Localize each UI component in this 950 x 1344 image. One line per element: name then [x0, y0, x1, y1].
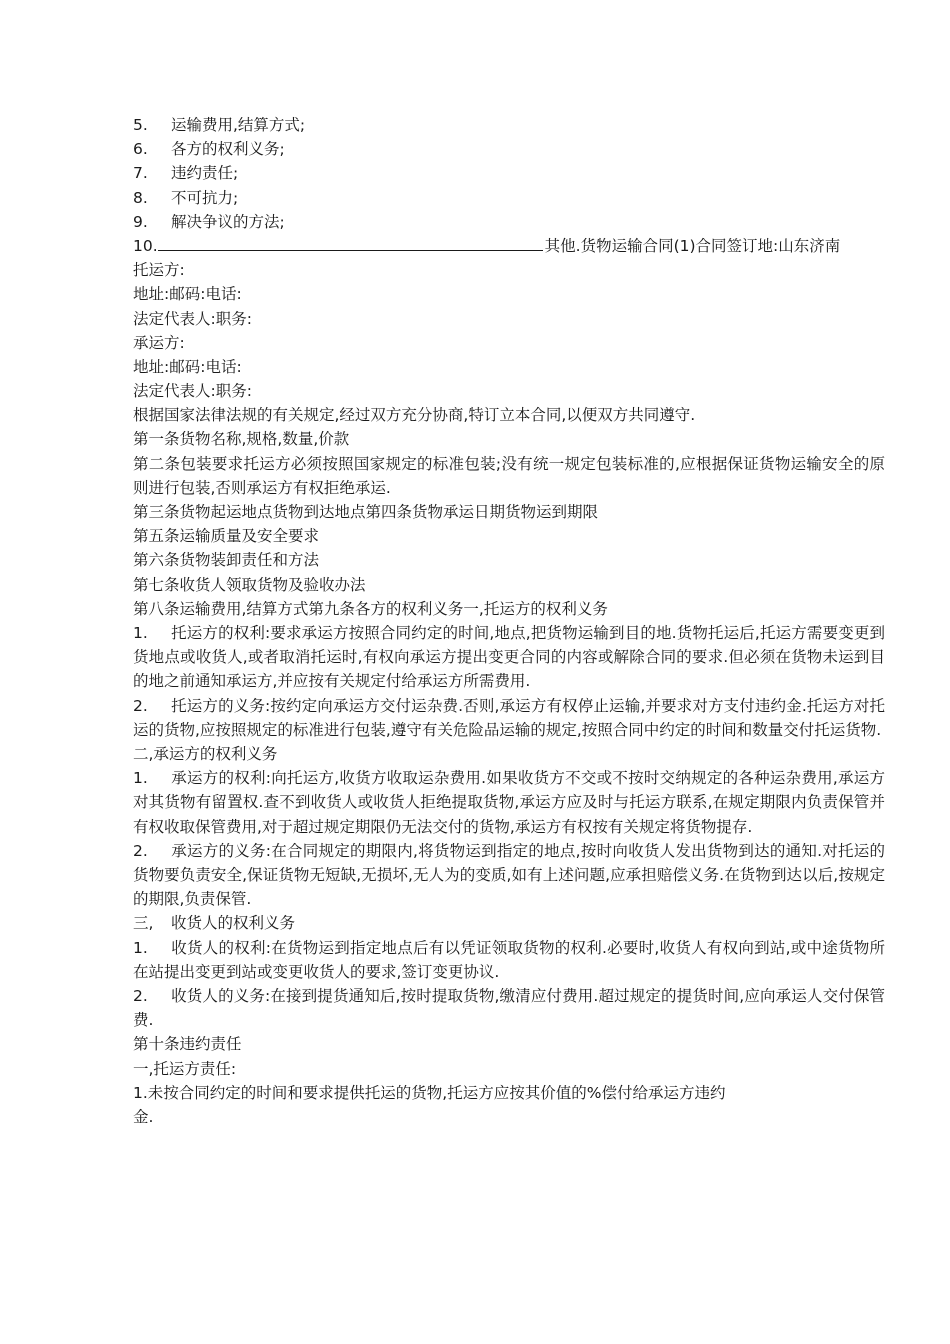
article-3-4: 第三条货物起运地点货物到达地点第四条货物承运日期货物运到期限 [133, 503, 599, 522]
consignee-section-heading: 三, 收货人的权利义务 [133, 914, 296, 933]
fill-in-blank [158, 235, 543, 251]
list-item-9: 9. 解决争议的方法; [133, 212, 285, 231]
shipper-liability-heading: 一,托运方责任: [133, 1059, 237, 1078]
shipper-representative: 法定代表人:职务: [133, 309, 252, 328]
consignee-duties-paragraph: 2. 收货人的义务:在接到提货通知后,按时提取货物,缴清应付费用.超过规定的提货时间,应向承运人交付保管费. [133, 986, 885, 1030]
article-8-9: 第八条运输费用,结算方式第九条各方的权利义务一,托运方的权利义务 [133, 599, 608, 618]
contract-page [133, 113, 885, 1129]
carrier-address: 地址:邮码:电话: [133, 357, 242, 376]
list-item-7: 7. 违约责任; [133, 164, 239, 183]
article-10: 第十条违约责任 [133, 1035, 242, 1054]
list-item-6: 6. 各方的权利义务; [133, 140, 285, 159]
list-item-5: 5. 运输费用,结算方式; [133, 116, 306, 134]
list-item-8: 8. 不可抗力; [133, 188, 239, 207]
list-item-10: 10. 其他.货物运输合同(1)合同签订地:山东济南 [133, 236, 841, 255]
article-6: 第六条货物装卸责任和方法 [133, 551, 320, 570]
shipper-label: 托运方: [133, 261, 185, 280]
carrier-rights-paragraph: 1. 承运方的权利:向托运方,收货方收取运杂费用.如果收货方不交或不按时交纳规定的各种运杂费用,承运方对其货物有留置权.查不到收货人或收货人拒绝提取货物,承运方应及时与托运方联系,在规定期限内负责保管并有权收取保管费用,对于超过规定期限仍无法交付的货物,承运方有权按有关规定将货物提存. [133, 769, 885, 836]
shipper-duties-paragraph: 2. 托运方的义务:按约定向承运方交付运杂费.否则,承运方有权停止运输,并要求对方支付违约金.托运方对托运的货物,应按照规定的标准进行包装,遵守有关危险品运输的规定,按照合同中约定的时间和数量交付托运货物. [133, 696, 885, 739]
carrier-section-heading: 二,承运方的权利义务 [133, 744, 278, 763]
carrier-label: 承运方: [133, 333, 185, 352]
consignee-rights-paragraph: 1. 收货人的权利:在货物运到指定地点后有以凭证领取货物的权利.必要时,收货人有权向到站,或中途货物所在站提出变更到站或变更收货人的要求,签订变更协议. [133, 938, 885, 981]
article-5: 第五条运输质量及安全要求 [133, 527, 320, 546]
shipper-address: 地址:邮码:电话: [133, 285, 242, 304]
article-2: 第二条包装要求托运方必须按照国家规定的标准包装;没有统一规定包装标准的,应根据保证货物运输安全的原则进行包装,否则承运方有权拒绝承运. [133, 454, 885, 497]
carrier-representative: 法定代表人:职务: [133, 382, 252, 401]
shipper-rights-paragraph: 1. 托运方的权利:要求承运方按照合同约定的时间,地点,把货物运输到目的地.货物托运后,托运方需要变更到货地点或收货人,或者取消托运时,有权向承运方提出变更合同的内容或解除合同的要求.但必须在货物未运到目的地之前通知承运方,并应按有关规定付给承运方所需费用. [133, 623, 885, 691]
liability-item-1: 1.未按合同约定的时间和要求提供托运的货物,托运方应按其价值的%偿付给承运方违约 [133, 1083, 726, 1102]
preamble: 根据国家法律法规的有关规定,经过双方充分协商,特订立本合同,以便双方共同遵守. [133, 406, 696, 425]
article-1: 第一条货物名称,规格,数量,价款 [133, 430, 350, 449]
liability-item-1-continued: 金. [133, 1107, 154, 1126]
carrier-duties-paragraph: 2. 承运方的义务:在合同规定的期限内,将货物运到指定的地点,按时向收货人发出货物到达的通知.对托运的货物要负责安全,保证货物无短缺,无损坏,无人为的变质,如有上述问题,应承担赔偿义务.在货物到达以后,按规定的期限,负责保管. [133, 841, 885, 909]
article-7: 第七条收货人领取货物及验收办法 [133, 575, 366, 594]
